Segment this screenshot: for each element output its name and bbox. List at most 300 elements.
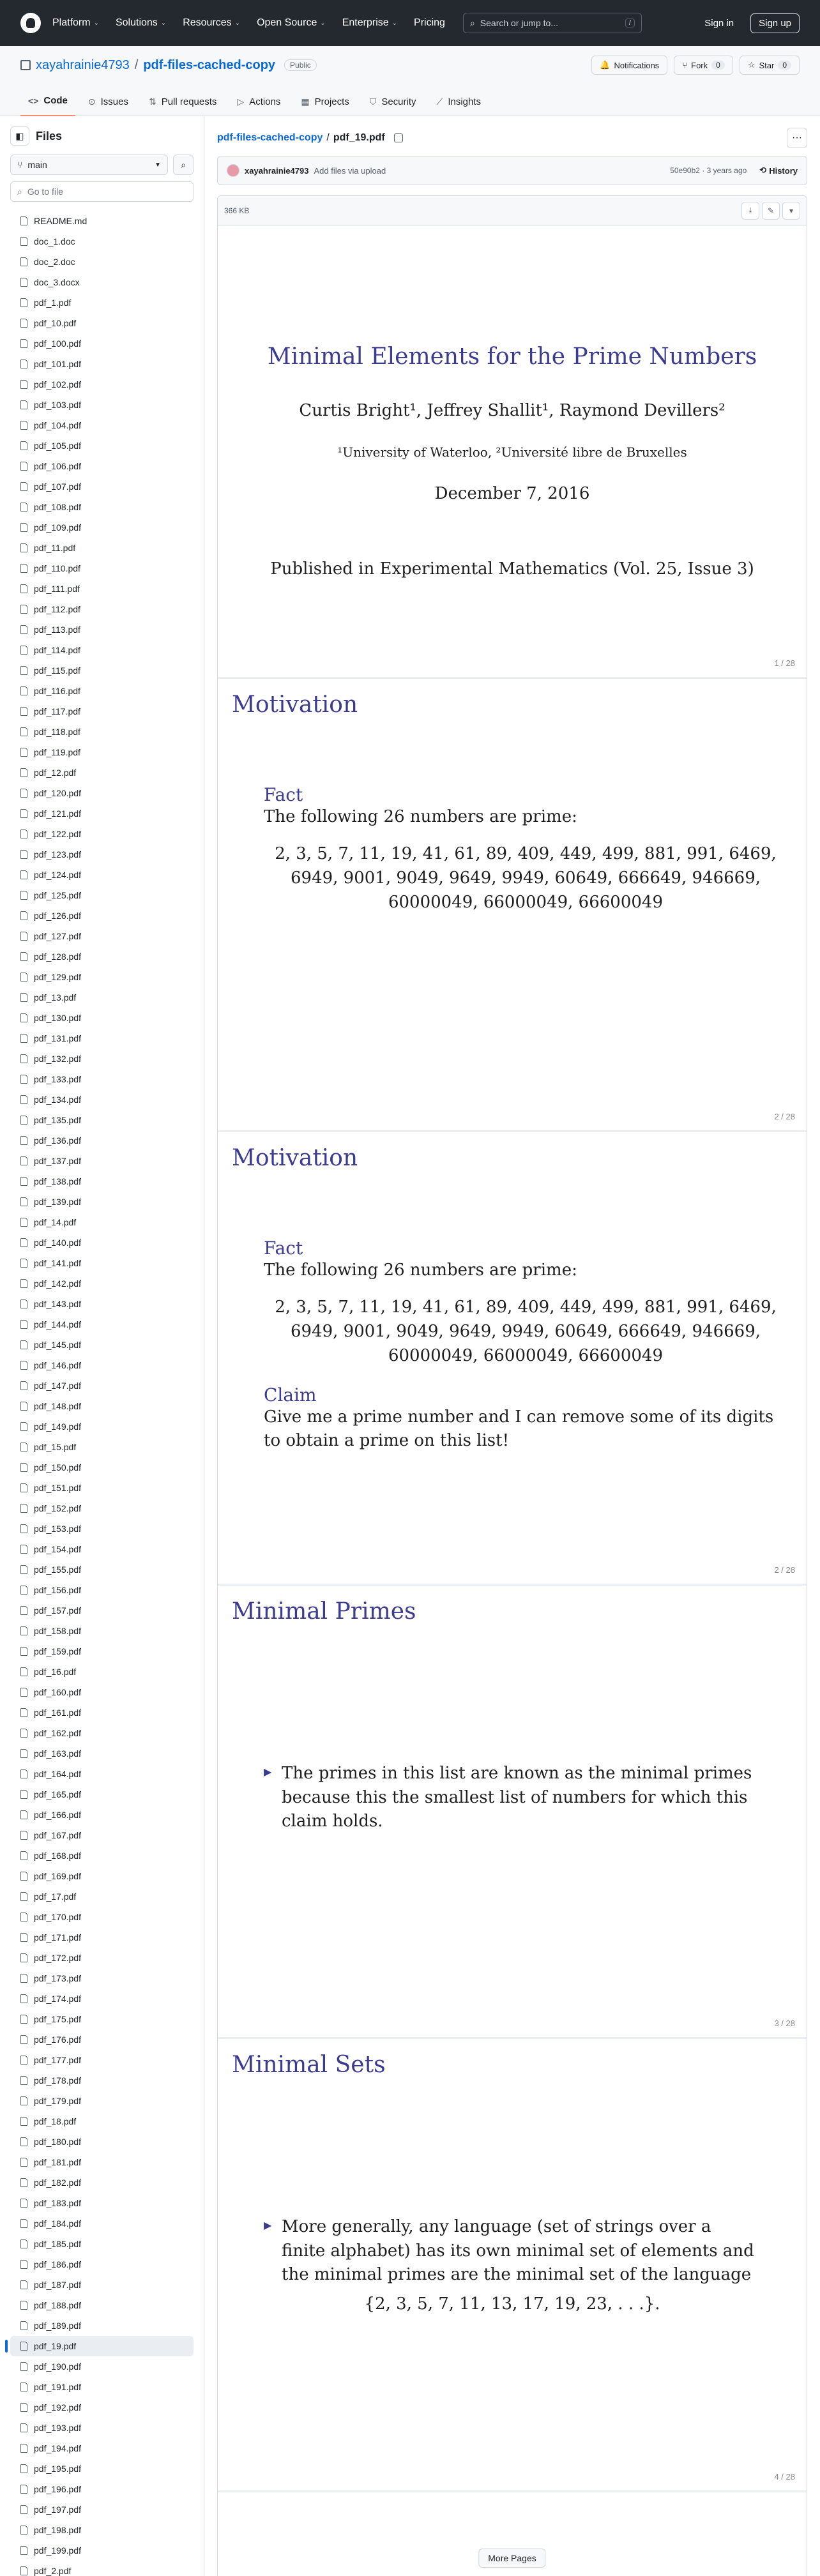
file-item-label: pdf_171.pdf: [34, 1932, 81, 1943]
shield-icon: ⛉: [369, 96, 377, 107]
file-item-label: pdf_139.pdf: [34, 1197, 81, 1207]
file-item[interactable]: [10, 2499, 194, 2520]
file-item-label: pdf_11.pdf: [34, 543, 76, 553]
file-item-label: pdf_197.pdf: [34, 2504, 81, 2515]
slide-publication: Published in Experimental Mathematics (Vol. 25, Issue 3): [270, 559, 754, 579]
file-icon: [20, 1340, 27, 1349]
file-item[interactable]: [10, 354, 194, 374]
star-icon: ☆: [747, 60, 755, 70]
file-item-label: pdf_108.pdf: [34, 502, 81, 512]
file-item[interactable]: [10, 1641, 194, 1662]
tab-security[interactable]: ⛉ Security: [369, 96, 416, 107]
file-item-label: pdf_118.pdf: [34, 727, 80, 737]
file-item-label: pdf_142.pdf: [34, 1278, 81, 1289]
chevron-down-icon: ⌄: [160, 19, 167, 27]
star-count: 0: [778, 61, 791, 70]
file-icon: [20, 932, 27, 941]
file-item-label: pdf_178.pdf: [34, 2075, 81, 2086]
file-icon: [20, 1688, 27, 1697]
go-to-file-input[interactable]: ⌕ Go to file: [10, 181, 194, 202]
file-item[interactable]: [10, 1396, 194, 1416]
file-item[interactable]: [10, 1478, 194, 1498]
file-item[interactable]: [10, 1682, 194, 1702]
file-item[interactable]: [10, 558, 194, 579]
tab-issues[interactable]: ⊙ Issues: [87, 96, 128, 107]
file-item[interactable]: [10, 2459, 194, 2479]
file-item[interactable]: [10, 1089, 194, 1110]
prime-list: 2, 3, 5, 7, 11, 19, 41, 61, 89, 409, 449, 499, 881, 991, 6469, 6949, 9001, 9049, 9649, 9949, 60649, 666649, 946669, 60000049, 66000049, 66600049: [275, 1298, 777, 1365]
file-item[interactable]: [10, 436, 194, 456]
file-icon: [20, 1402, 27, 1411]
file-icon: [20, 2464, 27, 2473]
breadcrumb-repo-link[interactable]: pdf-files-cached-copy: [217, 132, 323, 143]
file-item[interactable]: [10, 2070, 194, 2091]
file-item[interactable]: [10, 2050, 194, 2070]
file-item-label: pdf_126.pdf: [34, 911, 81, 921]
file-icon: [20, 1790, 27, 1799]
file-item[interactable]: [10, 640, 194, 660]
file-icon: [20, 2219, 27, 2228]
star-button[interactable]: ☆ Star 0: [740, 56, 800, 75]
file-size: 366 KB: [224, 206, 250, 215]
file-item-label: pdf_150.pdf: [34, 1462, 81, 1473]
file-icon: [20, 1565, 27, 1574]
prime-list: 2, 3, 5, 7, 11, 19, 41, 61, 89, 409, 449, 499, 881, 991, 6469, 6949, 9001, 9049, 9649, 9949, 60649, 666649, 946669, 60000049, 66000049, 66600049: [275, 844, 777, 912]
file-icon: [20, 2096, 27, 2105]
file-icon: [20, 360, 27, 368]
file-item[interactable]: [10, 885, 194, 905]
file-item-label: pdf_117.pdf: [34, 706, 80, 716]
file-icon: [20, 278, 27, 287]
file-item[interactable]: [10, 1845, 194, 1866]
slide-date: December 7, 2016: [434, 484, 590, 503]
file-item[interactable]: [10, 1702, 194, 1723]
file-item-label: pdf_10.pdf: [34, 318, 77, 328]
file-icon: [20, 727, 27, 736]
file-icon: [20, 1095, 27, 1104]
file-item[interactable]: [10, 1049, 194, 1069]
file-list: [10, 211, 194, 2576]
file-item[interactable]: [10, 1314, 194, 1335]
file-item[interactable]: [10, 824, 194, 844]
file-item[interactable]: [10, 1457, 194, 1478]
file-item-label: pdf_100.pdf: [34, 338, 81, 349]
nav-enterprise[interactable]: Enterprise ⌄: [342, 17, 398, 28]
file-item[interactable]: [10, 1192, 194, 1212]
file-item-label: pdf_168.pdf: [34, 1851, 81, 1861]
commit-message[interactable]: Add files via upload: [314, 165, 386, 176]
file-item[interactable]: [10, 1927, 194, 1948]
file-icon: [20, 1034, 27, 1043]
nav-platform[interactable]: Platform ⌄: [52, 17, 99, 28]
file-item[interactable]: [10, 1539, 194, 1559]
slide-affiliation: ¹University of Waterloo, ²Université libre de Bruxelles: [337, 444, 687, 460]
fact-body: The following 26 numbers are prime:: [264, 807, 577, 826]
caret-down-icon: ▼: [155, 161, 161, 169]
file-item[interactable]: [10, 2561, 194, 2576]
breadcrumb-file: pdf_19.pdf: [333, 132, 385, 143]
file-icon: [20, 1299, 27, 1308]
file-item-label: README.md: [34, 216, 87, 226]
file-item[interactable]: [10, 844, 194, 865]
file-icon: [20, 584, 27, 593]
commit-author[interactable]: xayahrainie4793: [245, 165, 309, 176]
github-logo-icon[interactable]: [20, 13, 41, 33]
file-item[interactable]: [10, 1580, 194, 1600]
graph-icon: ⟋: [436, 96, 443, 107]
file-item[interactable]: [10, 2336, 194, 2356]
file-item[interactable]: [10, 1028, 194, 1049]
file-icon: [20, 2566, 27, 2575]
file-item-label: pdf_183.pdf: [34, 2198, 81, 2208]
file-item[interactable]: [10, 2234, 194, 2254]
file-icon: [20, 993, 27, 1002]
tab-actions[interactable]: ▷ Actions: [237, 96, 281, 107]
file-item[interactable]: [10, 1989, 194, 2009]
file-item-label: pdf_14.pdf: [34, 1217, 77, 1227]
fact-title: Fact: [264, 784, 303, 805]
file-item-label: pdf_111.pdf: [34, 584, 80, 594]
more-pages-button[interactable]: More Pages: [478, 2549, 545, 2568]
notifications-button[interactable]: 🔔 Notifications: [591, 56, 667, 75]
file-item-label: pdf_198.pdf: [34, 2525, 81, 2535]
bell-icon: 🔔: [600, 60, 611, 70]
file-icon: [20, 2280, 27, 2289]
file-item-label: pdf_143.pdf: [34, 1299, 81, 1309]
table-icon: ▦: [301, 96, 310, 107]
branch-selector[interactable]: ⑂ main ▼: [10, 155, 168, 175]
file-item-label: pdf_144.pdf: [34, 1319, 81, 1330]
file-item[interactable]: [10, 2275, 194, 2295]
file-item-label: pdf_180.pdf: [34, 2137, 81, 2147]
file-item[interactable]: [10, 1130, 194, 1151]
file-item[interactable]: [10, 1968, 194, 1989]
file-item[interactable]: [10, 1110, 194, 1130]
file-item[interactable]: [10, 2479, 194, 2499]
file-item-label: pdf_113.pdf: [34, 625, 80, 635]
file-item-label: pdf_146.pdf: [34, 1360, 81, 1370]
file-item[interactable]: [10, 1212, 194, 1232]
file-icon: [20, 1953, 27, 1962]
file-item[interactable]: [10, 1662, 194, 1682]
edit-icon[interactable]: ✎: [762, 202, 780, 220]
file-item-label: pdf_193.pdf: [34, 2423, 81, 2433]
file-icon: [20, 1218, 27, 1227]
repo-icon: [20, 60, 31, 70]
file-item-label: pdf_128.pdf: [34, 951, 81, 962]
file-item-label: pdf_163.pdf: [34, 1748, 81, 1759]
file-item[interactable]: [10, 926, 194, 946]
file-item-label: pdf_2.pdf: [34, 2566, 72, 2576]
file-item[interactable]: [10, 1805, 194, 1825]
page-number: 2 / 28: [774, 1112, 795, 1121]
file-item[interactable]: [10, 2295, 194, 2315]
fork-count: 0: [711, 61, 725, 70]
file-item-label: pdf_127.pdf: [34, 931, 81, 941]
file-icon: [20, 911, 27, 920]
file-tree-sidebar: [0, 116, 204, 2576]
file-item[interactable]: [10, 476, 194, 497]
nav-resources[interactable]: Resources ⌄: [183, 17, 241, 28]
file-icon: [20, 2485, 27, 2494]
file-item-label: pdf_141.pdf: [34, 1258, 81, 1268]
file-item[interactable]: [10, 1825, 194, 1845]
file-item[interactable]: [10, 2029, 194, 2050]
file-item[interactable]: [10, 1069, 194, 1089]
file-item[interactable]: [10, 783, 194, 803]
file-item-label: pdf_13.pdf: [34, 992, 77, 1003]
fork-button[interactable]: ⑂ Fork 0: [674, 56, 733, 75]
file-item-label: pdf_185.pdf: [34, 2239, 81, 2249]
file-item[interactable]: [10, 599, 194, 619]
file-item[interactable]: [10, 1948, 194, 1968]
file-item[interactable]: [10, 1151, 194, 1171]
file-icon: [20, 2526, 27, 2534]
fact-title: Fact: [264, 1238, 303, 1259]
file-item-label: pdf_157.pdf: [34, 1605, 81, 1616]
file-item[interactable]: [10, 1294, 194, 1314]
file-item[interactable]: [10, 742, 194, 762]
file-item[interactable]: [10, 1723, 194, 1743]
file-icon: [20, 789, 27, 798]
search-icon: ⌕: [469, 17, 475, 28]
file-icon: [20, 1974, 27, 1983]
chevron-down-icon: ⌄: [93, 19, 99, 27]
collapse-sidebar-button[interactable]: ◧: [10, 126, 29, 146]
file-item-label: pdf_135.pdf: [34, 1115, 81, 1125]
clock-icon: ⟲: [759, 165, 767, 175]
file-icon: [20, 605, 27, 614]
file-item[interactable]: [10, 681, 194, 701]
file-item[interactable]: [10, 395, 194, 415]
file-icon: [20, 523, 27, 532]
file-icon: [20, 1851, 27, 1860]
file-icon: [20, 1729, 27, 1738]
file-item[interactable]: [10, 2009, 194, 2029]
main-nav: [52, 17, 445, 29]
file-item[interactable]: [10, 967, 194, 987]
file-item-label: pdf_129.pdf: [34, 972, 81, 982]
file-item-label: pdf_189.pdf: [34, 2321, 81, 2331]
file-item[interactable]: [10, 1559, 194, 1580]
file-item[interactable]: [10, 2254, 194, 2275]
file-item[interactable]: [10, 1232, 194, 1253]
file-item-label: pdf_153.pdf: [34, 1524, 81, 1534]
file-item[interactable]: [10, 1171, 194, 1192]
file-item[interactable]: [10, 987, 194, 1008]
search-files-button[interactable]: [173, 155, 194, 175]
file-item-label: pdf_123.pdf: [34, 849, 81, 860]
file-item-label: pdf_162.pdf: [34, 1728, 81, 1738]
file-icon: [20, 625, 27, 634]
slide-title: Minimal Sets: [232, 2052, 386, 2078]
avatar[interactable]: [227, 164, 239, 177]
download-icon[interactable]: ⤓: [741, 202, 759, 220]
file-icon: [20, 216, 27, 225]
nav-pricing[interactable]: Pricing: [414, 17, 445, 28]
file-item[interactable]: [10, 2397, 194, 2418]
branch-icon: ⑂: [17, 160, 23, 170]
file-item[interactable]: [10, 1621, 194, 1641]
fact-block: [264, 1238, 787, 1452]
file-item[interactable]: [10, 1253, 194, 1273]
file-item[interactable]: [10, 2377, 194, 2397]
file-item[interactable]: [10, 579, 194, 599]
file-item[interactable]: [10, 1600, 194, 1621]
file-item[interactable]: [10, 2356, 194, 2377]
file-item[interactable]: [10, 2193, 194, 2213]
file-icon: [20, 1463, 27, 1472]
file-icon: [20, 1994, 27, 2003]
file-item[interactable]: [10, 1335, 194, 1355]
chevron-down-icon[interactable]: ▾: [782, 202, 800, 220]
file-item[interactable]: [10, 619, 194, 640]
file-item[interactable]: [10, 701, 194, 722]
chevron-down-icon: ⌄: [391, 19, 398, 27]
file-item[interactable]: [10, 497, 194, 517]
file-item[interactable]: [10, 2152, 194, 2172]
file-icon: [20, 1422, 27, 1431]
tab-projects[interactable]: ▦ Projects: [301, 96, 349, 107]
file-item[interactable]: [10, 1784, 194, 1805]
file-item[interactable]: [10, 231, 194, 252]
file-item-label: pdf_182.pdf: [34, 2178, 81, 2188]
slide-bullet: ▶ The primes in this list are known as the minimal primes because this the smallest list of numbers for which this claim holds.: [282, 1762, 754, 1834]
copy-path-icon[interactable]: [394, 133, 403, 142]
repo-owner-link[interactable]: xayahrainie4793: [36, 57, 130, 72]
file-icon: [20, 1892, 27, 1901]
sign-in-link[interactable]: Sign in: [704, 17, 734, 29]
file-item[interactable]: [10, 946, 194, 967]
file-item[interactable]: [10, 1498, 194, 1519]
path-separator: /: [134, 57, 139, 72]
file-item-label: pdf_152.pdf: [34, 1503, 81, 1513]
file-item-label: pdf_131.pdf: [34, 1033, 81, 1043]
file-item-label: pdf_172.pdf: [34, 1953, 81, 1963]
file-icon: [20, 503, 27, 511]
tab-pull-requests[interactable]: ⇅ Pull requests: [148, 96, 217, 107]
file-item[interactable]: [10, 2438, 194, 2459]
top-navbar: [0, 0, 820, 46]
file-item[interactable]: [10, 1355, 194, 1375]
pdf-page-5: [218, 2039, 807, 2492]
file-item[interactable]: [10, 1375, 194, 1396]
more-options-button[interactable]: ···: [787, 128, 807, 148]
file-icon: [20, 2403, 27, 2412]
file-item[interactable]: [10, 333, 194, 354]
file-item[interactable]: [10, 905, 194, 926]
history-button[interactable]: ⟲ History: [759, 165, 798, 176]
visibility-badge: Public: [284, 59, 317, 71]
file-item[interactable]: [10, 1907, 194, 1927]
file-icon: [20, 1238, 27, 1247]
file-item[interactable]: [10, 2132, 194, 2152]
file-item[interactable]: [10, 2213, 194, 2234]
file-item[interactable]: [10, 2111, 194, 2132]
file-item-label: pdf_15.pdf: [34, 1442, 77, 1452]
file-icon: [20, 666, 27, 675]
file-item[interactable]: [10, 1437, 194, 1457]
file-icon: [20, 1524, 27, 1533]
file-item[interactable]: [10, 517, 194, 538]
file-item[interactable]: [10, 762, 194, 783]
file-icon: [20, 1136, 27, 1145]
search-input[interactable]: ⌕ Search or jump to... /: [463, 13, 642, 33]
file-item[interactable]: [10, 1866, 194, 1886]
file-item-label: pdf_174.pdf: [34, 1994, 81, 2004]
page-number: 4 / 28: [774, 2472, 795, 2481]
file-icon: [20, 1667, 27, 1676]
file-item[interactable]: [10, 1886, 194, 1907]
nav-solutions[interactable]: Solutions ⌄: [115, 17, 167, 28]
file-item[interactable]: [10, 2091, 194, 2111]
file-icon: [20, 1361, 27, 1370]
file-item[interactable]: [10, 803, 194, 824]
file-item[interactable]: [10, 211, 194, 231]
file-icon: [20, 1933, 27, 1942]
file-item[interactable]: [10, 272, 194, 292]
file-item-label: pdf_192.pdf: [34, 2402, 81, 2413]
chevron-down-icon: ⌄: [320, 19, 326, 27]
file-item[interactable]: [10, 660, 194, 681]
file-item-label: pdf_19.pdf: [34, 2341, 77, 2351]
file-icon: [20, 1116, 27, 1125]
file-item[interactable]: [10, 1416, 194, 1437]
file-icon: [20, 1483, 27, 1492]
file-icon: [20, 707, 27, 716]
file-item[interactable]: [10, 1519, 194, 1539]
file-item-label: pdf_133.pdf: [34, 1074, 81, 1084]
file-item[interactable]: [10, 2418, 194, 2438]
file-item[interactable]: [10, 2520, 194, 2540]
file-item[interactable]: [10, 456, 194, 476]
search-icon: ⌕: [17, 186, 22, 197]
pdf-page-1: [218, 225, 807, 679]
file-item[interactable]: [10, 374, 194, 395]
file-item[interactable]: [10, 722, 194, 742]
file-item[interactable]: [10, 538, 194, 558]
file-icon: [20, 952, 27, 961]
file-item-label: pdf_169.pdf: [34, 1871, 81, 1881]
tab-code[interactable]: <> Code: [20, 95, 75, 116]
file-item[interactable]: [10, 292, 194, 313]
file-item[interactable]: [10, 1764, 194, 1784]
file-item-label: pdf_186.pdf: [34, 2259, 81, 2269]
repo-name-link[interactable]: pdf-files-cached-copy: [143, 57, 276, 72]
file-item[interactable]: [10, 415, 194, 436]
file-icon: [20, 319, 27, 328]
file-item[interactable]: [10, 2315, 194, 2336]
fact-block: [264, 784, 787, 914]
file-item-label: pdf_191.pdf: [34, 2382, 81, 2392]
sign-up-button[interactable]: Sign up: [750, 13, 800, 33]
file-item[interactable]: [10, 865, 194, 885]
file-icon: [20, 2178, 27, 2187]
file-item[interactable]: [10, 2172, 194, 2193]
nav-open-source[interactable]: Open Source ⌄: [257, 17, 326, 28]
file-item-label: pdf_181.pdf: [34, 2157, 81, 2167]
commit-meta[interactable]: 50e90b2 · 3 years ago: [670, 166, 747, 175]
file-item-label: pdf_156.pdf: [34, 1585, 81, 1595]
file-icon: [20, 1177, 27, 1186]
file-item[interactable]: [10, 313, 194, 333]
file-item[interactable]: [10, 2540, 194, 2561]
file-item[interactable]: [10, 1743, 194, 1764]
tab-insights[interactable]: ⟋ Insights: [436, 96, 482, 107]
file-item[interactable]: [10, 1273, 194, 1294]
file-item[interactable]: [10, 252, 194, 272]
file-item[interactable]: [10, 1008, 194, 1028]
